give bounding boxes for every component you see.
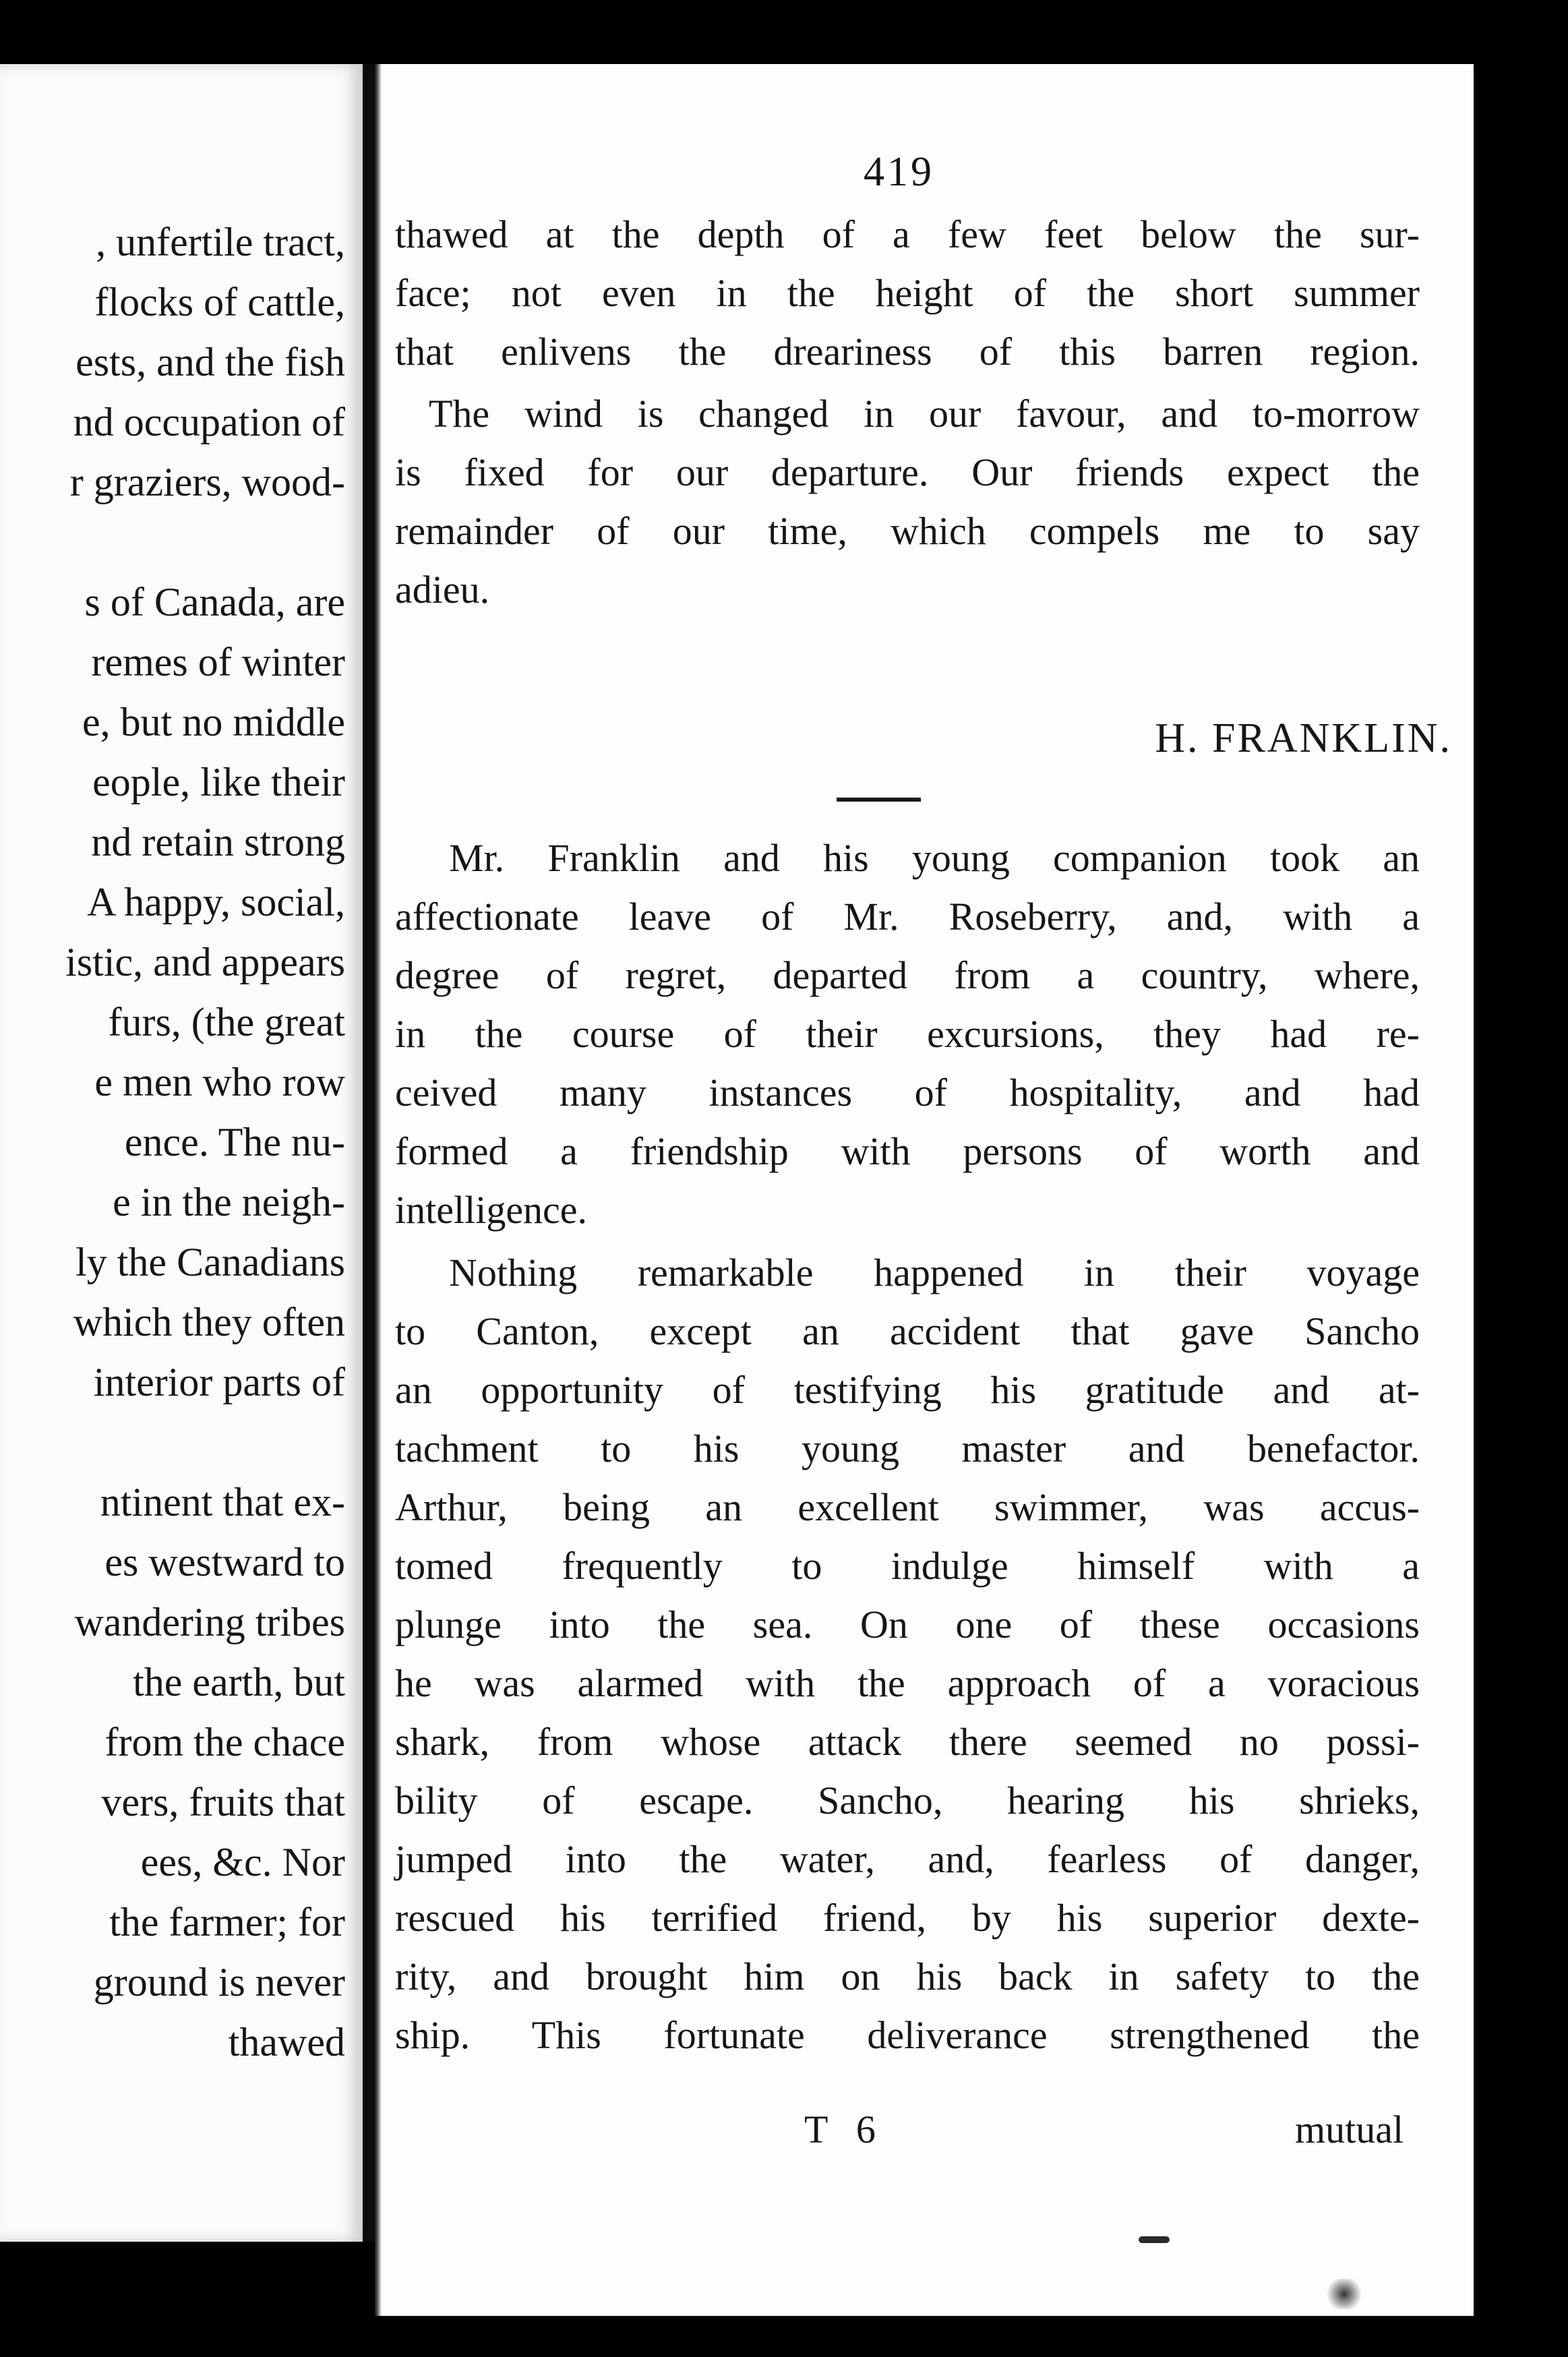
page-edge-shadow: [375, 64, 382, 2316]
text-line: remainder of our time, which compels me to say: [395, 509, 1420, 553]
text-line: plunge into the sea. On one of these occasions: [395, 1603, 1420, 1646]
book-gutter: [363, 64, 376, 2242]
left-text-line: which they often: [73, 1300, 345, 1344]
left-text-line: eople, like their: [92, 760, 345, 804]
text-line: tomed frequently to indulge himself with a: [395, 1544, 1420, 1588]
left-text-line: s of Canada, are: [84, 580, 345, 624]
left-text-line: e men who row: [94, 1060, 345, 1104]
left-text-line: furs, (the great: [108, 1000, 345, 1044]
text-line: intelligence.: [395, 1188, 588, 1232]
text-line: an opportunity of testifying his gratitude and at-: [395, 1368, 1420, 1412]
left-text-line: vers, fruits that: [101, 1780, 345, 1824]
left-text-line: nd retain strong: [91, 820, 345, 864]
left-text-line: flocks of cattle,: [94, 280, 345, 324]
text-line: is fixed for our departure. Our friends expect the: [395, 450, 1420, 494]
ink-blot: [1324, 2279, 1364, 2309]
text-line: rity, and brought him on his back in safety to the: [395, 1955, 1420, 1998]
left-text-line: istic, and appears: [65, 940, 345, 984]
left-text-line: es westward to: [104, 1540, 345, 1584]
left-text-line: ees, &c. Nor: [140, 1840, 345, 1884]
text-line: thawed at the depth of a few feet below the sur-: [395, 212, 1420, 256]
left-text-line: the earth, but: [133, 1660, 345, 1704]
left-text-line: e in the neigh-: [113, 1180, 345, 1224]
letter-signature: H. FRANKLIN.: [1155, 715, 1452, 761]
left-text-line: , unfertile tract,: [96, 220, 345, 264]
text-line: formed a friendship with persons of worth and: [395, 1129, 1420, 1173]
left-text-line: A happy, social,: [87, 880, 345, 924]
left-text-line: nd occupation of: [73, 400, 345, 444]
left-text-line: ly the Canadians: [76, 1240, 345, 1284]
text-line: adieu.: [395, 568, 490, 611]
left-text-line: e, but no middle: [82, 700, 345, 744]
text-line: rescued his terrified friend, by his superior dexte-: [395, 1896, 1420, 1940]
catchword: mutual: [1295, 2108, 1404, 2151]
signature-mark: T 6: [804, 2108, 885, 2151]
left-text-line: thawed: [228, 2020, 345, 2064]
text-line: ship. This fortunate deliverance strengthened the: [395, 2013, 1420, 2057]
left-text-line: wandering tribes: [74, 1600, 345, 1644]
text-line: The wind is changed in our favour, and to-morrow: [429, 392, 1420, 436]
left-page-text: [0, 212, 345, 2072]
left-text-line: from the chace: [104, 1720, 345, 1764]
text-line: Mr. Franklin and his young companion took an: [449, 836, 1420, 880]
left-text-line: r graziers, wood-: [69, 460, 345, 504]
left-text-line: remes of winter: [91, 640, 345, 684]
text-line: ceived many instances of hospitality, and had: [395, 1071, 1420, 1114]
text-line: to Canton, except an accident that gave Sancho: [395, 1309, 1420, 1353]
left-text-line: [0, 512, 345, 572]
left-text-line: [0, 1412, 345, 1472]
left-text-line: ests, and the fish: [76, 340, 345, 384]
text-line: he was alarmed with the approach of a voracious: [395, 1661, 1420, 1705]
ink-smudge: [1139, 2236, 1170, 2243]
text-line: Arthur, being an excellent swimmer, was accus-: [395, 1485, 1420, 1529]
text-line: in the course of their excursions, they had re-: [395, 1012, 1420, 1056]
section-rule: [837, 798, 921, 802]
left-text-line: ence. The nu-: [124, 1120, 345, 1164]
left-page: [0, 64, 363, 2242]
text-line: bility of escape. Sancho, hearing his shrieks,: [395, 1779, 1420, 1822]
left-text-line: ground is never: [93, 1960, 345, 2004]
text-line: tachment to his young master and benefactor.: [395, 1427, 1420, 1470]
text-line: affectionate leave of Mr. Roseberry, and, with a: [395, 895, 1420, 938]
left-text-line: interior parts of: [93, 1360, 345, 1404]
text-line: jumped into the water, and, fearless of danger,: [395, 1837, 1420, 1881]
left-text-line: the farmer; for: [109, 1900, 345, 1944]
page-number: 419: [864, 149, 934, 195]
text-line: Nothing remarkable happened in their voyage: [449, 1251, 1420, 1294]
right-page: [375, 64, 1474, 2316]
text-line: degree of regret, departed from a country, where,: [395, 953, 1420, 997]
text-line: face; not even in the height of the short summer: [395, 271, 1420, 315]
left-text-line: ntinent that ex-: [100, 1480, 345, 1524]
text-line: that enlivens the dreariness of this barren region.: [395, 330, 1420, 374]
text-line: shark, from whose attack there seemed no possi-: [395, 1720, 1420, 1764]
